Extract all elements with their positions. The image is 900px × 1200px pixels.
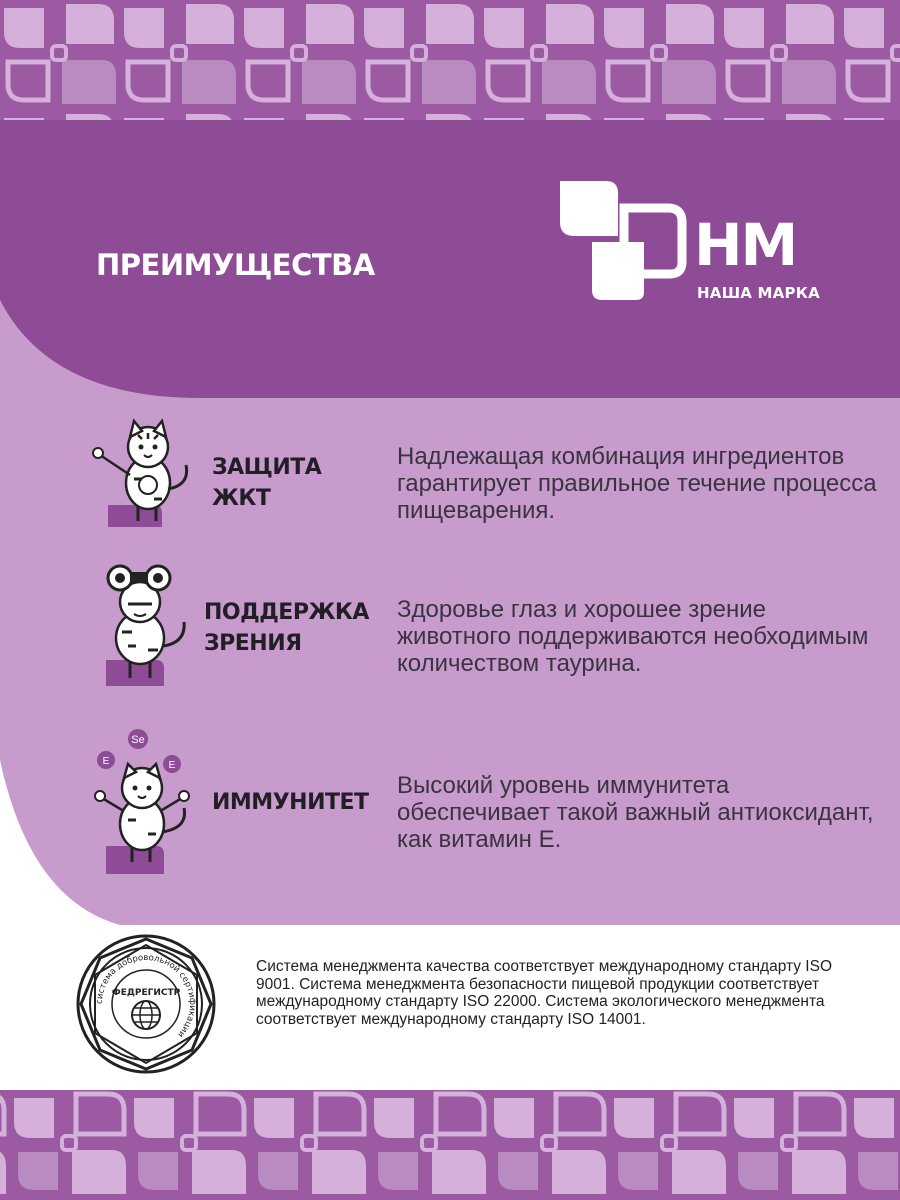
benefit-title-immunity: ИММУНИТЕТ <box>212 790 369 815</box>
cat-tummy-icon <box>90 415 200 530</box>
benefit-text-immunity: Высокий уровень иммунитета обеспечивает такой важный антиоксидант, как витамин E. <box>397 772 874 853</box>
page-title: ПРЕИМУЩЕСТВА <box>96 248 375 282</box>
benefit-title-vision: ПОДДЕРЖКА ЗРЕНИЯ <box>204 600 369 656</box>
juggle-ball-1: E <box>102 756 110 767</box>
benefit-title-digestion: ЗАЩИТА ЖКТ <box>212 455 322 511</box>
certification-text: Система менеджмента качества соответствует международному стандарту ISO 9001. Система менеджмента безопасности пищевой продукции соответствует международному стандарту ISO 22000. Система экологического менеджмента соответствует международному стандарту ISO 14001. <box>256 958 833 1028</box>
fedregistr-seal <box>75 933 217 1075</box>
cat-binoculars-icon <box>98 560 198 690</box>
juggle-ball-2: Se <box>131 734 145 746</box>
benefit-text-digestion: Надлежащая комбинация ингредиентов гарантирует правильное течение процесса пищеварения. <box>397 443 877 524</box>
brand-logo <box>560 178 840 308</box>
benefit-text-vision: Здоровье глаз и хорошее зрение животного поддерживаются необходимым количеством таурина. <box>397 596 869 677</box>
juggle-ball-3: E <box>168 760 176 771</box>
logo-letters: НМ <box>694 211 797 279</box>
decorative-pattern-top <box>0 0 900 120</box>
seal-ring-text: система добровольной сертификации <box>94 952 198 1040</box>
logo-brand-name: НАША МАРКА <box>697 284 820 302</box>
seal-brand: ФЕДРЕГИСТР <box>111 988 181 998</box>
cat-juggling-icon <box>84 728 204 878</box>
decorative-pattern-bottom <box>0 1090 900 1200</box>
logo-leaves-icon <box>560 178 690 303</box>
